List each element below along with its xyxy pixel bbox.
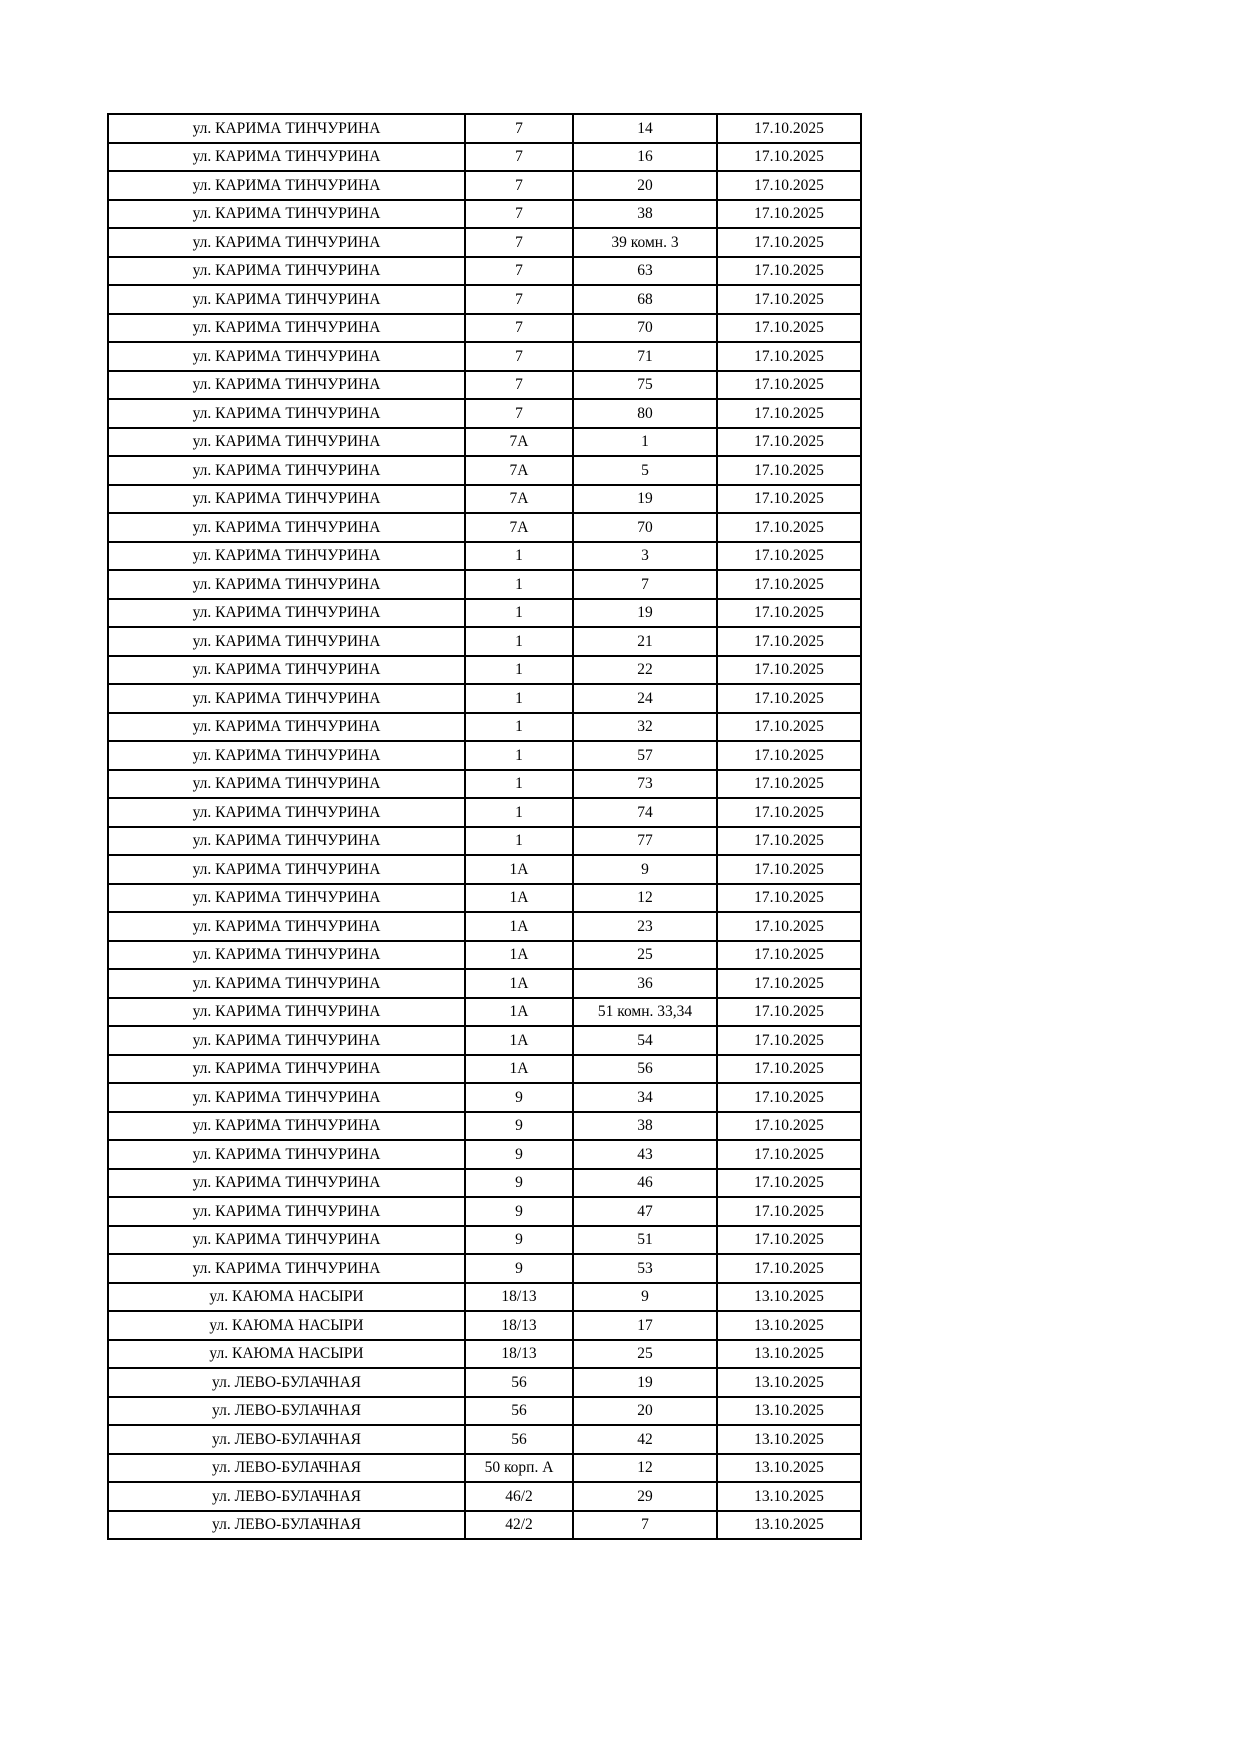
street-cell: ул. КАРИМА ТИНЧУРИНА [108,257,465,286]
street-cell: ул. КАРИМА ТИНЧУРИНА [108,770,465,799]
street-cell: ул. КАЮМА НАСЫРИ [108,1283,465,1312]
apartment-cell: 70 [573,314,717,343]
apartment-cell: 16 [573,143,717,172]
street-cell: ул. КАРИМА ТИНЧУРИНА [108,627,465,656]
street-cell: ул. КАРИМА ТИНЧУРИНА [108,200,465,229]
house-cell: 1А [465,884,573,913]
street-cell: ул. КАРИМА ТИНЧУРИНА [108,998,465,1027]
house-cell: 1 [465,570,573,599]
date-cell: 17.10.2025 [717,342,861,371]
date-cell: 17.10.2025 [717,257,861,286]
street-cell: ул. ЛЕВО-БУЛАЧНАЯ [108,1397,465,1426]
table-row [108,1140,861,1169]
date-cell: 17.10.2025 [717,399,861,428]
street-cell: ул. КАРИМА ТИНЧУРИНА [108,741,465,770]
date-cell: 17.10.2025 [717,684,861,713]
table-row [108,941,861,970]
apartment-cell: 46 [573,1169,717,1198]
apartment-cell: 71 [573,342,717,371]
table-row [108,1254,861,1283]
date-cell: 17.10.2025 [717,656,861,685]
table-row [108,570,861,599]
date-cell: 17.10.2025 [717,741,861,770]
table-row [108,257,861,286]
date-cell: 13.10.2025 [717,1511,861,1540]
street-cell: ул. ЛЕВО-БУЛАЧНАЯ [108,1425,465,1454]
street-cell: ул. КАРИМА ТИНЧУРИНА [108,713,465,742]
apartment-cell: 14 [573,114,717,143]
apartment-cell: 32 [573,713,717,742]
table-row [108,1226,861,1255]
date-cell: 17.10.2025 [717,228,861,257]
apartment-cell: 42 [573,1425,717,1454]
apartment-cell: 24 [573,684,717,713]
table-row [108,1482,861,1511]
table-row [108,485,861,514]
table-row [108,1197,861,1226]
table-row [108,656,861,685]
date-cell: 17.10.2025 [717,1169,861,1198]
house-cell: 1 [465,713,573,742]
street-cell: ул. ЛЕВО-БУЛАЧНАЯ [108,1454,465,1483]
apartment-cell: 68 [573,285,717,314]
table-row [108,684,861,713]
house-cell: 9 [465,1254,573,1283]
house-cell: 7 [465,399,573,428]
apartment-cell: 25 [573,941,717,970]
house-cell: 9 [465,1169,573,1198]
table-row [108,314,861,343]
house-cell: 7 [465,342,573,371]
date-cell: 13.10.2025 [717,1454,861,1483]
date-cell: 17.10.2025 [717,171,861,200]
table-row [108,1340,861,1369]
street-cell: ул. КАРИМА ТИНЧУРИНА [108,371,465,400]
street-cell: ул. ЛЕВО-БУЛАЧНАЯ [108,1511,465,1540]
apartment-cell: 25 [573,1340,717,1369]
street-cell: ул. КАРИМА ТИНЧУРИНА [108,143,465,172]
street-cell: ул. КАРИМА ТИНЧУРИНА [108,1197,465,1226]
house-cell: 1А [465,969,573,998]
table-row [108,513,861,542]
apartment-cell: 74 [573,798,717,827]
house-cell: 9 [465,1140,573,1169]
table-row [108,1397,861,1426]
date-cell: 17.10.2025 [717,1026,861,1055]
apartment-cell: 51 комн. 33,34 [573,998,717,1027]
house-cell: 7 [465,257,573,286]
house-cell: 1 [465,741,573,770]
apartment-cell: 12 [573,1454,717,1483]
apartment-cell: 12 [573,884,717,913]
house-cell: 1А [465,1055,573,1084]
house-cell: 1 [465,827,573,856]
house-cell: 7А [465,428,573,457]
apartment-cell: 5 [573,456,717,485]
house-cell: 1 [465,798,573,827]
date-cell: 13.10.2025 [717,1425,861,1454]
table-row [108,827,861,856]
apartment-cell: 70 [573,513,717,542]
house-cell: 18/13 [465,1283,573,1312]
street-cell: ул. ЛЕВО-БУЛАЧНАЯ [108,1368,465,1397]
date-cell: 17.10.2025 [717,969,861,998]
table-row [108,1425,861,1454]
house-cell: 9 [465,1226,573,1255]
date-cell: 17.10.2025 [717,770,861,799]
house-cell: 7А [465,513,573,542]
street-cell: ул. КАРИМА ТИНЧУРИНА [108,428,465,457]
table-row [108,1083,861,1112]
street-cell: ул. КАРИМА ТИНЧУРИНА [108,542,465,571]
table-row [108,1112,861,1141]
house-cell: 7 [465,228,573,257]
table-row [108,143,861,172]
date-cell: 13.10.2025 [717,1311,861,1340]
apartment-cell: 80 [573,399,717,428]
house-cell: 7 [465,200,573,229]
apartment-cell: 19 [573,485,717,514]
table-row [108,998,861,1027]
house-cell: 18/13 [465,1311,573,1340]
street-cell: ул. КАРИМА ТИНЧУРИНА [108,171,465,200]
apartment-cell: 3 [573,542,717,571]
apartment-cell: 43 [573,1140,717,1169]
street-cell: ул. КАРИМА ТИНЧУРИНА [108,1254,465,1283]
table-row [108,1026,861,1055]
date-cell: 17.10.2025 [717,200,861,229]
table-row [108,884,861,913]
table-row [108,114,861,143]
street-cell: ул. КАРИМА ТИНЧУРИНА [108,1226,465,1255]
table-row [108,855,861,884]
date-cell: 17.10.2025 [717,1254,861,1283]
date-cell: 17.10.2025 [717,570,861,599]
apartment-cell: 22 [573,656,717,685]
apartment-cell: 73 [573,770,717,799]
date-cell: 17.10.2025 [717,998,861,1027]
house-cell: 1 [465,684,573,713]
date-cell: 17.10.2025 [717,456,861,485]
table-row [108,912,861,941]
street-cell: ул. КАРИМА ТИНЧУРИНА [108,1055,465,1084]
house-cell: 7А [465,456,573,485]
house-cell: 50 корп. А [465,1454,573,1483]
street-cell: ул. КАРИМА ТИНЧУРИНА [108,884,465,913]
street-cell: ул. КАРИМА ТИНЧУРИНА [108,798,465,827]
table-row [108,770,861,799]
date-cell: 13.10.2025 [717,1340,861,1369]
date-cell: 17.10.2025 [717,1226,861,1255]
table-row [108,171,861,200]
apartment-cell: 36 [573,969,717,998]
table-row [108,399,861,428]
street-cell: ул. КАРИМА ТИНЧУРИНА [108,1112,465,1141]
date-cell: 17.10.2025 [717,371,861,400]
street-cell: ул. КАРИМА ТИНЧУРИНА [108,941,465,970]
table-row [108,456,861,485]
table-row [108,713,861,742]
apartment-cell: 20 [573,1397,717,1426]
date-cell: 17.10.2025 [717,827,861,856]
street-cell: ул. КАРИМА ТИНЧУРИНА [108,513,465,542]
street-cell: ул. КАЮМА НАСЫРИ [108,1340,465,1369]
apartment-cell: 19 [573,599,717,628]
apartment-cell: 38 [573,1112,717,1141]
house-cell: 1 [465,542,573,571]
apartment-cell: 47 [573,1197,717,1226]
date-cell: 17.10.2025 [717,1197,861,1226]
house-cell: 7 [465,171,573,200]
street-cell: ул. КАРИМА ТИНЧУРИНА [108,1169,465,1198]
house-cell: 1А [465,855,573,884]
street-cell: ул. КАРИМА ТИНЧУРИНА [108,912,465,941]
street-cell: ул. КАРИМА ТИНЧУРИНА [108,399,465,428]
date-cell: 17.10.2025 [717,884,861,913]
table-row [108,542,861,571]
date-cell: 17.10.2025 [717,143,861,172]
apartment-cell: 75 [573,371,717,400]
street-cell: ул. КАРИМА ТИНЧУРИНА [108,827,465,856]
street-cell: ул. КАРИМА ТИНЧУРИНА [108,684,465,713]
date-cell: 17.10.2025 [717,428,861,457]
apartment-cell: 21 [573,627,717,656]
street-cell: ул. КАРИМА ТИНЧУРИНА [108,314,465,343]
date-cell: 13.10.2025 [717,1482,861,1511]
house-cell: 1А [465,998,573,1027]
date-cell: 17.10.2025 [717,599,861,628]
apartment-cell: 7 [573,570,717,599]
table-row [108,228,861,257]
table-row [108,1511,861,1540]
street-cell: ул. КАРИМА ТИНЧУРИНА [108,1140,465,1169]
apartment-cell: 17 [573,1311,717,1340]
street-cell: ул. КАРИМА ТИНЧУРИНА [108,485,465,514]
date-cell: 13.10.2025 [717,1397,861,1426]
street-cell: ул. КАРИМА ТИНЧУРИНА [108,969,465,998]
street-cell: ул. КАРИМА ТИНЧУРИНА [108,855,465,884]
apartment-cell: 34 [573,1083,717,1112]
address-table [107,113,862,1540]
table-row [108,428,861,457]
table-row [108,1283,861,1312]
table-row [108,200,861,229]
house-cell: 1 [465,627,573,656]
table-row [108,1169,861,1198]
street-cell: ул. КАРИМА ТИНЧУРИНА [108,285,465,314]
apartment-cell: 57 [573,741,717,770]
date-cell: 13.10.2025 [717,1368,861,1397]
house-cell: 1 [465,599,573,628]
table-row [108,371,861,400]
street-cell: ул. КАРИМА ТИНЧУРИНА [108,114,465,143]
house-cell: 46/2 [465,1482,573,1511]
apartment-cell: 7 [573,1511,717,1540]
apartment-cell: 53 [573,1254,717,1283]
apartment-cell: 9 [573,1283,717,1312]
street-cell: ул. КАРИМА ТИНЧУРИНА [108,228,465,257]
date-cell: 17.10.2025 [717,1112,861,1141]
table-row [108,1311,861,1340]
apartment-cell: 23 [573,912,717,941]
apartment-cell: 1 [573,428,717,457]
apartment-cell: 19 [573,1368,717,1397]
apartment-cell: 29 [573,1482,717,1511]
apartment-cell: 56 [573,1055,717,1084]
house-cell: 1А [465,1026,573,1055]
table-row [108,969,861,998]
table-row [108,798,861,827]
house-cell: 56 [465,1397,573,1426]
house-cell: 1А [465,912,573,941]
house-cell: 18/13 [465,1340,573,1369]
date-cell: 17.10.2025 [717,941,861,970]
date-cell: 17.10.2025 [717,627,861,656]
apartment-cell: 39 комн. 3 [573,228,717,257]
house-cell: 1 [465,656,573,685]
house-cell: 1 [465,770,573,799]
address-table-body [108,114,861,1539]
table-row [108,1368,861,1397]
apartment-cell: 51 [573,1226,717,1255]
street-cell: ул. КАРИМА ТИНЧУРИНА [108,1083,465,1112]
street-cell: ул. КАРИМА ТИНЧУРИНА [108,570,465,599]
apartment-cell: 20 [573,171,717,200]
date-cell: 17.10.2025 [717,798,861,827]
apartment-cell: 77 [573,827,717,856]
house-cell: 7 [465,114,573,143]
date-cell: 17.10.2025 [717,485,861,514]
street-cell: ул. КАРИМА ТИНЧУРИНА [108,1026,465,1055]
street-cell: ул. КАРИМА ТИНЧУРИНА [108,342,465,371]
house-cell: 7 [465,314,573,343]
date-cell: 13.10.2025 [717,1283,861,1312]
house-cell: 7 [465,285,573,314]
table-row [108,1055,861,1084]
date-cell: 17.10.2025 [717,542,861,571]
apartment-cell: 63 [573,257,717,286]
date-cell: 17.10.2025 [717,1083,861,1112]
table-row [108,599,861,628]
house-cell: 7 [465,371,573,400]
date-cell: 17.10.2025 [717,713,861,742]
table-row [108,627,861,656]
house-cell: 7 [465,143,573,172]
date-cell: 17.10.2025 [717,114,861,143]
house-cell: 9 [465,1197,573,1226]
house-cell: 56 [465,1368,573,1397]
date-cell: 17.10.2025 [717,285,861,314]
date-cell: 17.10.2025 [717,912,861,941]
table-row [108,285,861,314]
apartment-cell: 38 [573,200,717,229]
house-cell: 9 [465,1083,573,1112]
apartment-cell: 9 [573,855,717,884]
street-cell: ул. КАРИМА ТИНЧУРИНА [108,599,465,628]
apartment-cell: 54 [573,1026,717,1055]
street-cell: ул. КАРИМА ТИНЧУРИНА [108,456,465,485]
house-cell: 7А [465,485,573,514]
table-row [108,342,861,371]
house-cell: 1А [465,941,573,970]
date-cell: 17.10.2025 [717,855,861,884]
date-cell: 17.10.2025 [717,1140,861,1169]
street-cell: ул. ЛЕВО-БУЛАЧНАЯ [108,1482,465,1511]
house-cell: 42/2 [465,1511,573,1540]
table-row [108,741,861,770]
table-row [108,1454,861,1483]
street-cell: ул. КАЮМА НАСЫРИ [108,1311,465,1340]
house-cell: 9 [465,1112,573,1141]
house-cell: 56 [465,1425,573,1454]
date-cell: 17.10.2025 [717,1055,861,1084]
date-cell: 17.10.2025 [717,513,861,542]
street-cell: ул. КАРИМА ТИНЧУРИНА [108,656,465,685]
date-cell: 17.10.2025 [717,314,861,343]
